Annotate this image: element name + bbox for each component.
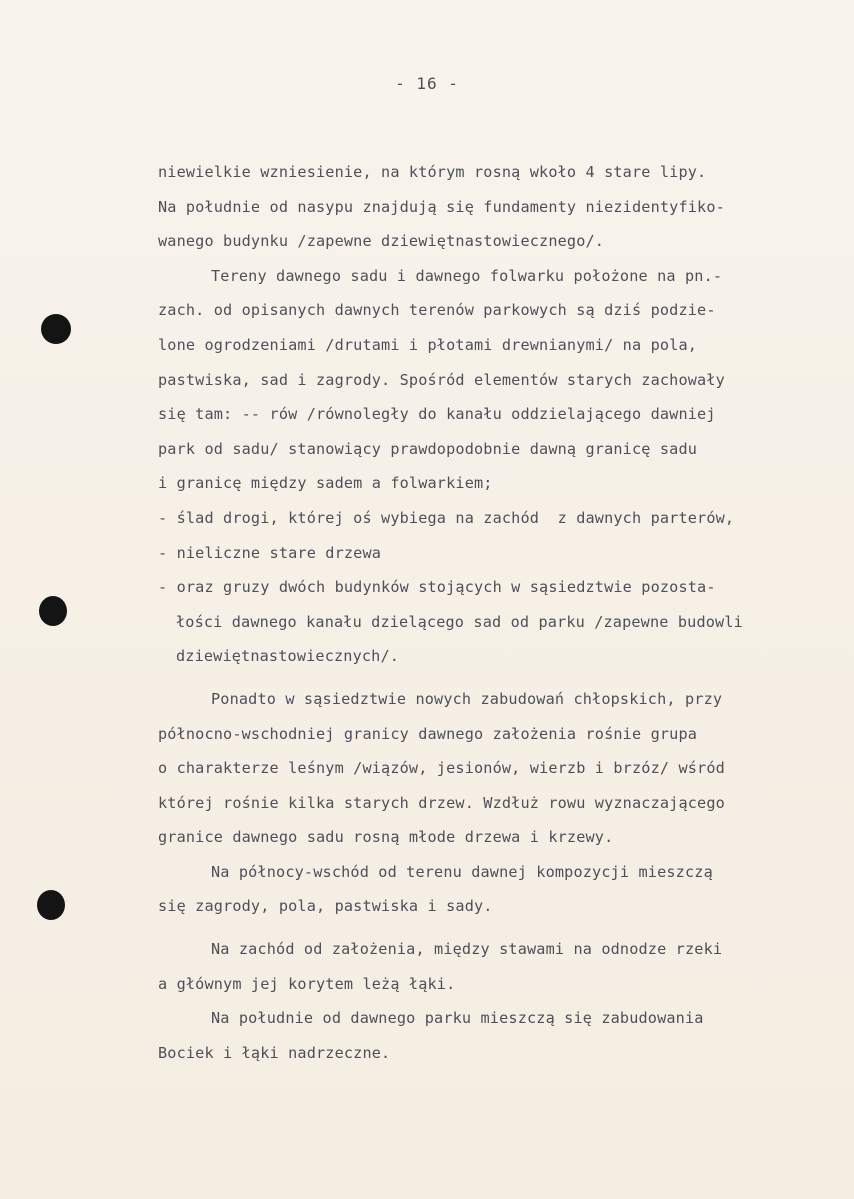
text-line: park od sadu/ stanowiący prawdopodobnie dawną granicę sadu — [158, 439, 698, 458]
text-line: północno-wschodniej granicy dawnego założenia rośnie grupa — [158, 724, 698, 743]
paragraph-start: Na północy-wschód od terenu dawnej kompozycji mieszczą — [211, 862, 713, 881]
text-line: o charakterze leśnym /wiązów, jesionów, wierzb i brzóz/ wśród — [158, 759, 725, 778]
punch-hole-bottom — [37, 890, 65, 920]
text-line: Na południe od nasypu znajdują się fundamenty niezidentyfiko- — [158, 197, 725, 216]
text-line: a głównym jej korytem leżą łąki. — [158, 974, 456, 993]
list-item: - ślad drogi, której oś wybiega na zachód z dawnych parterów, — [158, 508, 735, 527]
text-line: Bociek i łąki nadrzeczne. — [158, 1043, 391, 1062]
text-line: lone ogrodzeniami /drutami i płotami drewnianymi/ na pola, — [158, 335, 698, 354]
list-item: - oraz gruzy dwóch budynków stojących w sąsiedztwie pozosta- — [158, 578, 716, 597]
text-line: której rośnie kilka starych drzew. Wzdłuż rowu wyznaczającego — [158, 793, 725, 812]
paragraph-start: Na południe od dawnego parku mieszczą się zabudowania — [211, 1009, 704, 1028]
text-line: się zagrody, pola, pastwiska i sady. — [158, 897, 493, 916]
list-item: - nieliczne stare drzewa — [158, 543, 382, 562]
text-line: i granicę między sadem a folwarkiem; — [158, 474, 493, 493]
text-line: granice dawnego sadu rosną młode drzewa i krzewy. — [158, 828, 614, 847]
paragraph-start: Ponadto w sąsiedztwie nowych zabudowań chłopskich, przy — [211, 689, 723, 708]
text-line: niewielkie wzniesienie, na którym rosną wkoło 4 stare lipy. — [158, 163, 707, 181]
paragraph-start: Na zachód od założenia, między stawami na odnodze rzeki — [211, 940, 723, 959]
punch-hole-middle — [39, 596, 67, 626]
spacer — [158, 929, 826, 937]
text-line: się tam: -- rów /równoległy do kanału oddzielającego dawniej — [158, 405, 716, 424]
text-line: wanego budynku /zapewne dziewiętnastowiecznego/. — [158, 232, 605, 251]
page-number: - 16 - — [395, 74, 459, 93]
list-item-continuation: łości dawnego kanału dzielącego sad od parku /zapewne budowli — [176, 612, 743, 631]
body-text — [158, 160, 826, 1075]
list-item-continuation: dziewiętnastowiecznych/. — [176, 647, 400, 666]
text-line: pastwiska, sad i zagrody. Spośród elementów starych zachowały — [158, 370, 725, 389]
punch-hole-top — [41, 314, 71, 344]
paragraph-start: Tereny dawnego sadu i dawnego folwarku położone na pn.- — [211, 266, 723, 285]
spacer — [158, 679, 826, 687]
text-line: zach. od opisanych dawnych terenów parkowych są dziś podzie- — [158, 301, 716, 320]
